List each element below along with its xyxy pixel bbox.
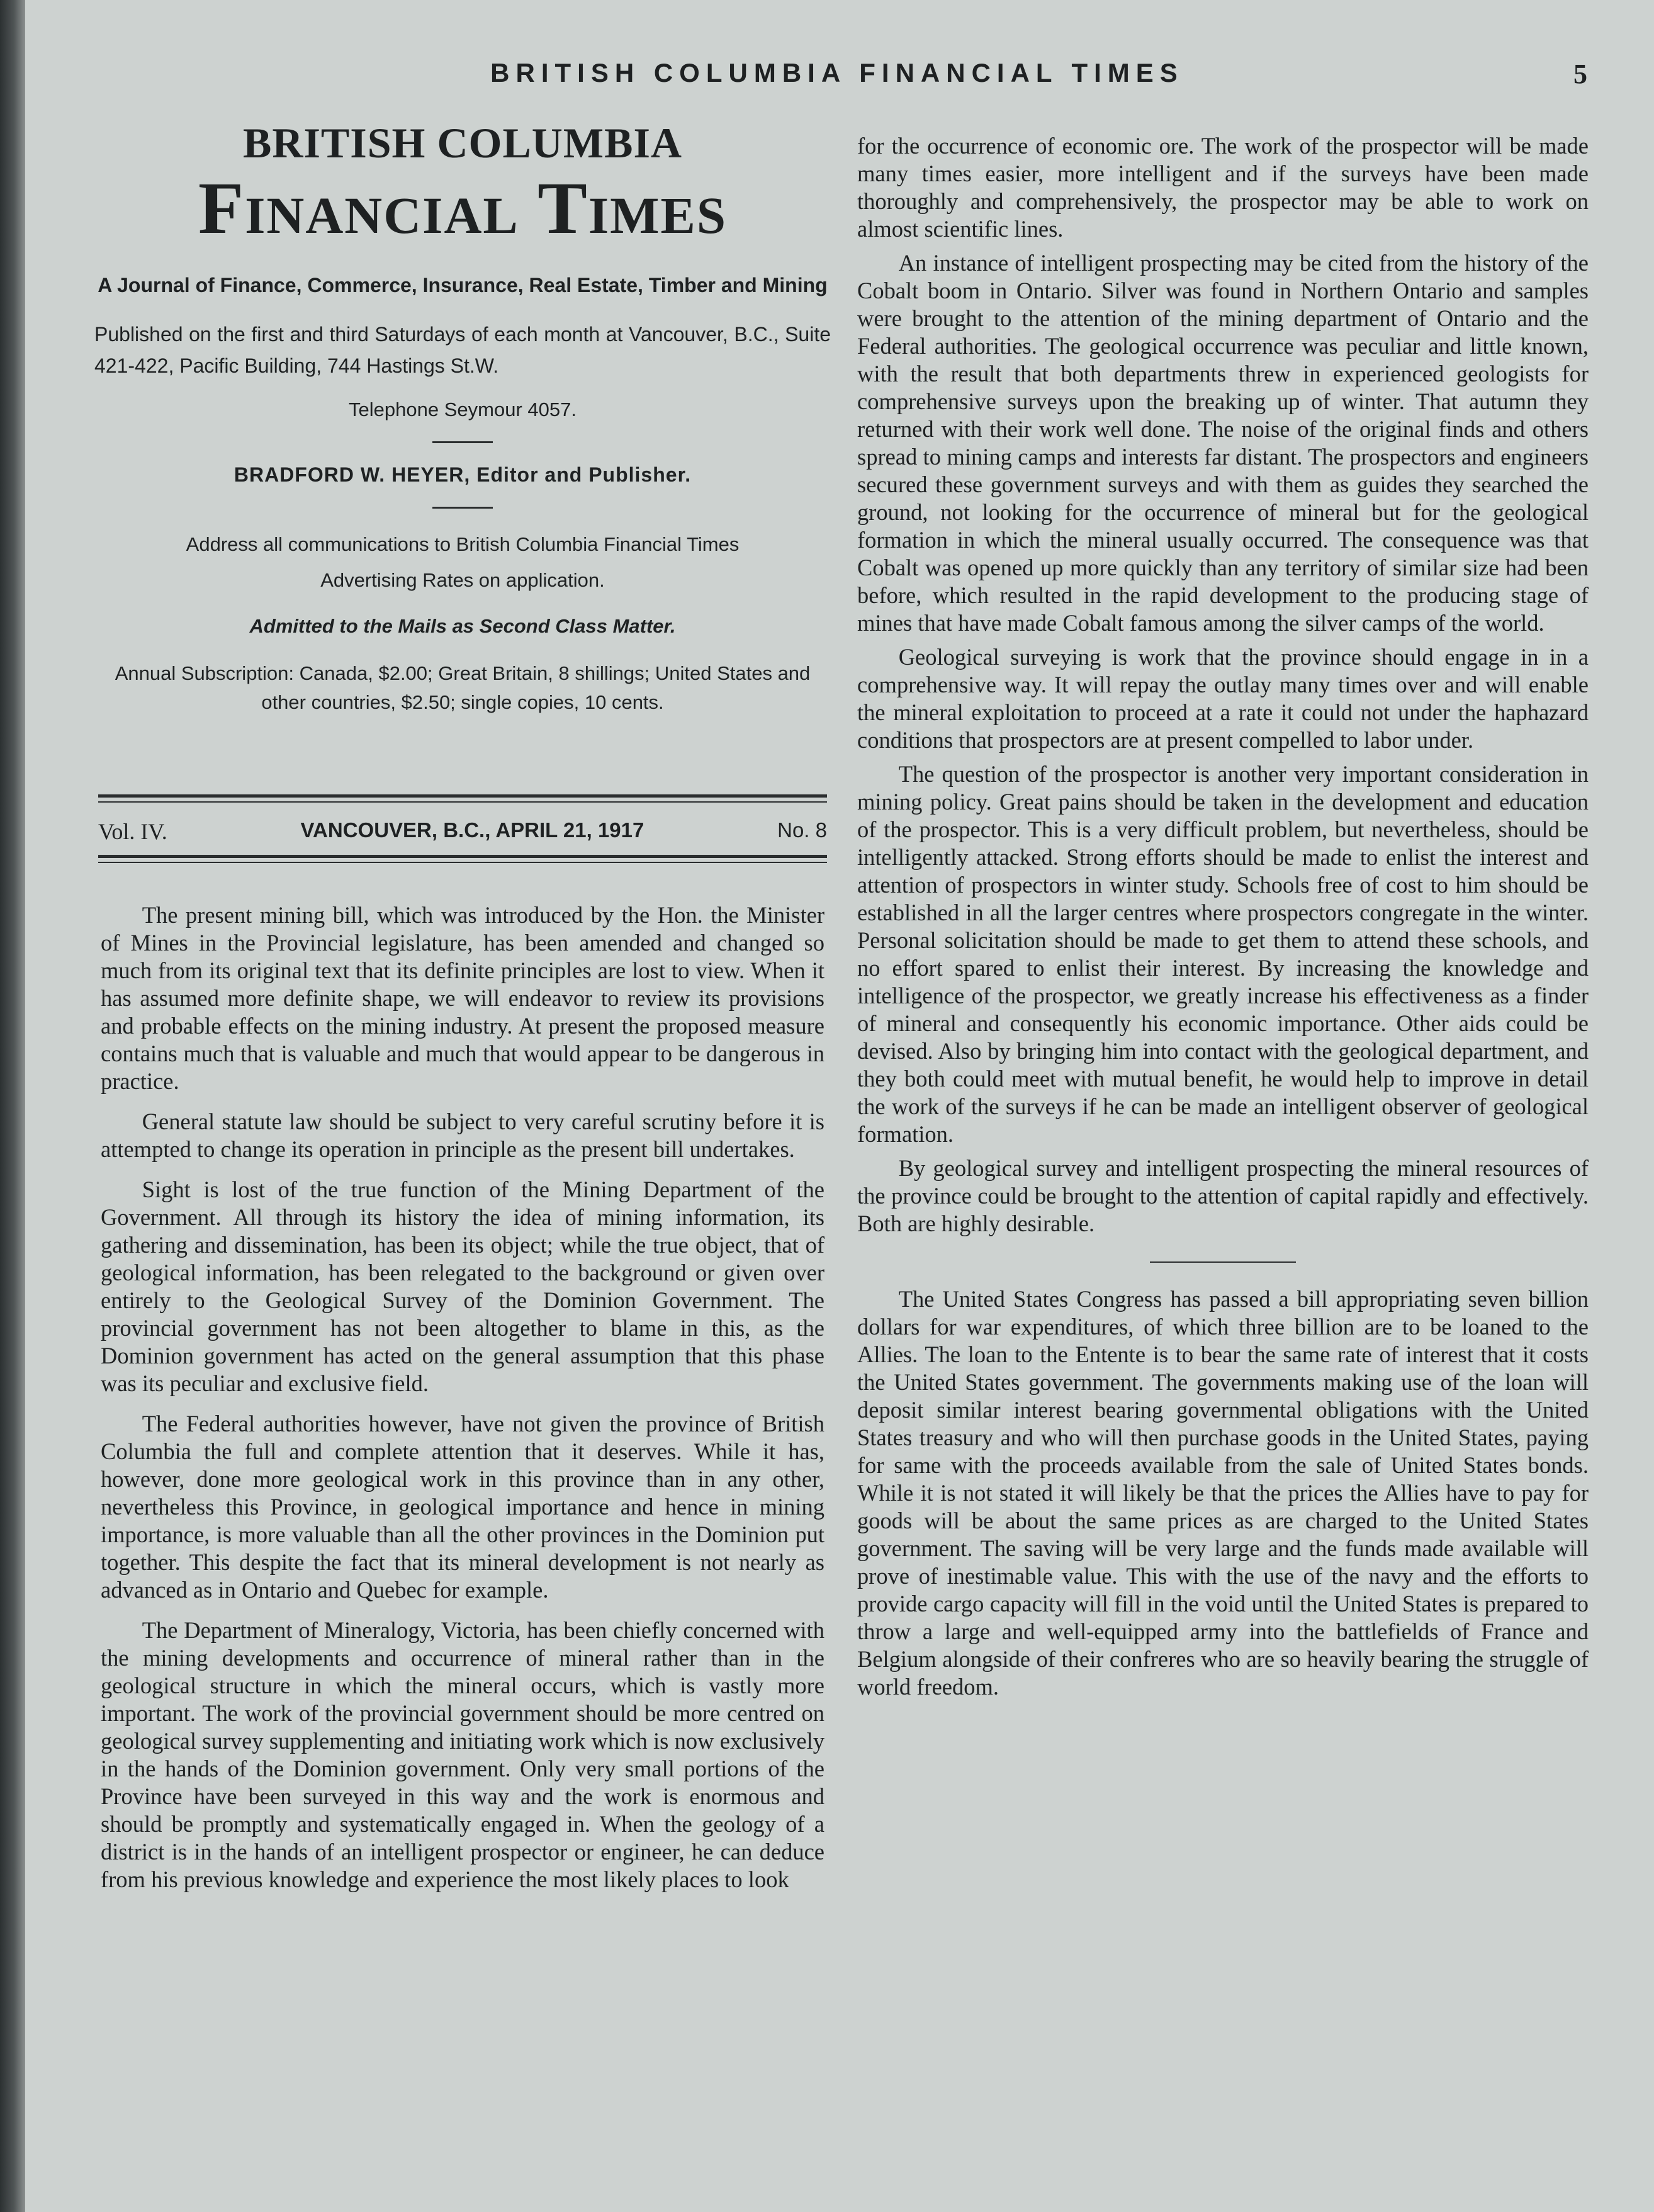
right-column [857,132,1589,1707]
paragraph: The Department of Mineralogy, Victoria, has been chiefly concerned with the mining developments and occurrence of mineral rather than in the geological structure in which the mineral occurs, which is vastly more important. The work of the provincial government should be more centred on geological survey supplementing and initiating work which is now exclusively in the hands of the Dominion government. Only very small portions of the Province have been surveyed in this way and the work is enormous and should be promptly and systematically engaged in. When the geology of a district is in the hands of an intelligent prospector or engineer, he can deduce from his previous knowledge and experience the most likely places to look [101,1617,824,1892]
paragraph: Geological surveying is work that the province should engage in in a comprehensive way. It will repay the outlay many times over and will enable the mineral exploitation to proceed at a rate it could not under the haphazard conditions that prospectors are at present compelled to labor under. [857,644,1589,753]
paragraph: The Federal authorities however, have not given the province of British Columbia the full and complete attention that it deserves. While it has, however, done more geological work in this province than in any other, nevertheless this Province, in geological importance and hence in mining importance, is more valuable than all the other provinces in the Dominion put together. This despite the fact that its mineral development is not nearly as advanced as in Ontario and Quebec for example. [101,1411,824,1603]
masthead-tagline: A Journal of Finance, Commerce, Insurance, Real Estate, Timber and Mining [98,273,828,296]
book-spine-shadow [0,0,25,2212]
article-divider [1150,1261,1296,1263]
place-date: VANCOUVER, B.C., APRIL 21, 1917 [300,818,644,842]
paragraph: The United States Congress has passed a bill appropriating seven billion dollars for war expenditures, of which three billion are to be loaned to the Allies. The loan to the Entente is to bear the same rate of interest that it costs the United States government. The governments making use of the loan will deposit similar interest bearing governmental obligations with the United States treasury and who will then purchase goods in the United States, paying for same with the proceeds available from the sale of United States bonds. While it is not stated it will likely be that the prices the Allies have to pay for goods will be about the same prices as are charged to the United States government. The saving will be very large and the funds made available will prove of inestimable value. This with the use of the navy and the efforts to provide cargo capacity will fill in the void until the United States is prepared to throw a large and well-equipped army into the battlefields of France and Belgium alongside of their confreres who are so heavily bearing the struggle of world freedom. [857,1286,1589,1700]
advertising-line: Advertising Rates on application. [320,569,605,592]
divider [432,507,493,509]
paragraph: for the occurrence of economic ore. The work of the prospector will be made many times easier, more intelligent and if the surveys have been made thoroughly and comprehensively, the prospector may be able to work on almost scientific lines. [857,133,1589,242]
masthead [94,120,831,718]
left-column-article [101,901,824,1906]
subscription-rates: Annual Subscription: Canada, $2.00; Great Britain, 8 shillings; United States and other countries, $2.50; single copies, 10 cents. [115,662,811,714]
divider [432,441,493,443]
running-head: BRITISH COLUMBIA FINANCIAL TIMES [490,58,1184,87]
volume: Vol. IV. [98,819,167,844]
address-line: Address all communications to British Columbia Financial Times [186,533,740,555]
issue-line [98,818,827,845]
masthead-title-line1: BRITISH COLUMBIA [242,119,683,167]
issue-number: No. 8 [777,818,827,842]
paragraph: By geological survey and intelligent prospecting the mineral resources of the province could be brought to the attention of capital rapidly and effectively. Both are highly desirable. [857,1155,1589,1236]
paragraph: An instance of intelligent prospecting may be cited from the history of the Cobalt boom in Ontario. Silver was found in Northern Ontario and samples were brought to the attention of the mining department of Ontario and the Federal authorities. The geological occurrence was peculiar and little known, with the result that both departments threw in experienced geologists for comprehensive surveys upon the breaking up of winter. That autumn they returned with their work well done. The noise of the original finds and others spread to mining camps and interests far distant. The prospectors and engineers secured these government surveys and with them as guides they searched the ground, not looking for the occurrence of mineral but for the geological formation in which the mineral usually occurred. The consequence was that Cobalt was opened up more quickly than any territory of similar size had been before, which resulted in the rapid development to the producing stage of mines that have made Cobalt famous among the silver camps of the world. [857,250,1589,636]
paragraph: The present mining bill, which was introduced by the Hon. the Minister of Mines in the Provincial legislature, has been amended and changed so much from its original text that its definite principles are lost to view. When it has assumed more definite shape, we will endeavor to review its provisions and probable effects on the mining industry. At present the proposed measure contains much that is valuable and much that would appear to be dangerous in practice. [101,902,824,1094]
page-number: 5 [1573,59,1587,89]
mails-notice: Admitted to the Mails as Second Class Matter. [249,614,676,637]
paragraph: Sight is lost of the true function of the Mining Department of the Government. All through its history the idea of mining information, its gathering and dissemination, has been its object; while the true object, that of geological information, has been relegated to the background or given over entirely to the Geological Survey of the Dominion Government. The provincial government has not been altogether to blame in this, as the Dominion government has acted on the general assumption that this phase was its peculiar and exclusive field. [101,1177,824,1396]
paragraph: General statute law should be subject to very careful scrutiny before it is attempted to change its operation in principle as the present bill undertakes. [101,1109,824,1162]
paragraph: The question of the prospector is another very important consideration in mining policy. Great pains should be taken in the development and education of the prospector. This is a very difficult problem, but nevertheless, should be intelligently attacked. Strong efforts should be made to enlist the interest and attention of prospectors in winter study. Schools free of cost to him should be established in all the larger centres where prospectors congregate in the winter. Personal solicitation should be made to get them to attend these schools, and no effort spared to enlist their interest. By increasing the knowledge and intelligence of the prospector, we greatly increase his effectiveness as a finder of mineral and consequently his economic importance. Other aids could be devised. Also by bringing him into contact with the geological department, and they both could meet with mutual benefit, he would help to improve in detail the work of the surveys if he can be made an intelligent observer of geological formation. [857,761,1589,1147]
masthead-title-line2: Financial Times [198,166,727,249]
telephone: Telephone Seymour 4057. [349,398,577,420]
issue-rule-bottom [98,855,827,863]
issue-rule-top [98,794,827,803]
publication-info: Published on the first and third Saturdays of each month at Vancouver, B.C., Suite 421-422, Pacific Building, 744 Hastings St.W. [94,323,831,378]
editor-line: BRADFORD W. HEYER, Editor and Publisher. [233,463,692,486]
